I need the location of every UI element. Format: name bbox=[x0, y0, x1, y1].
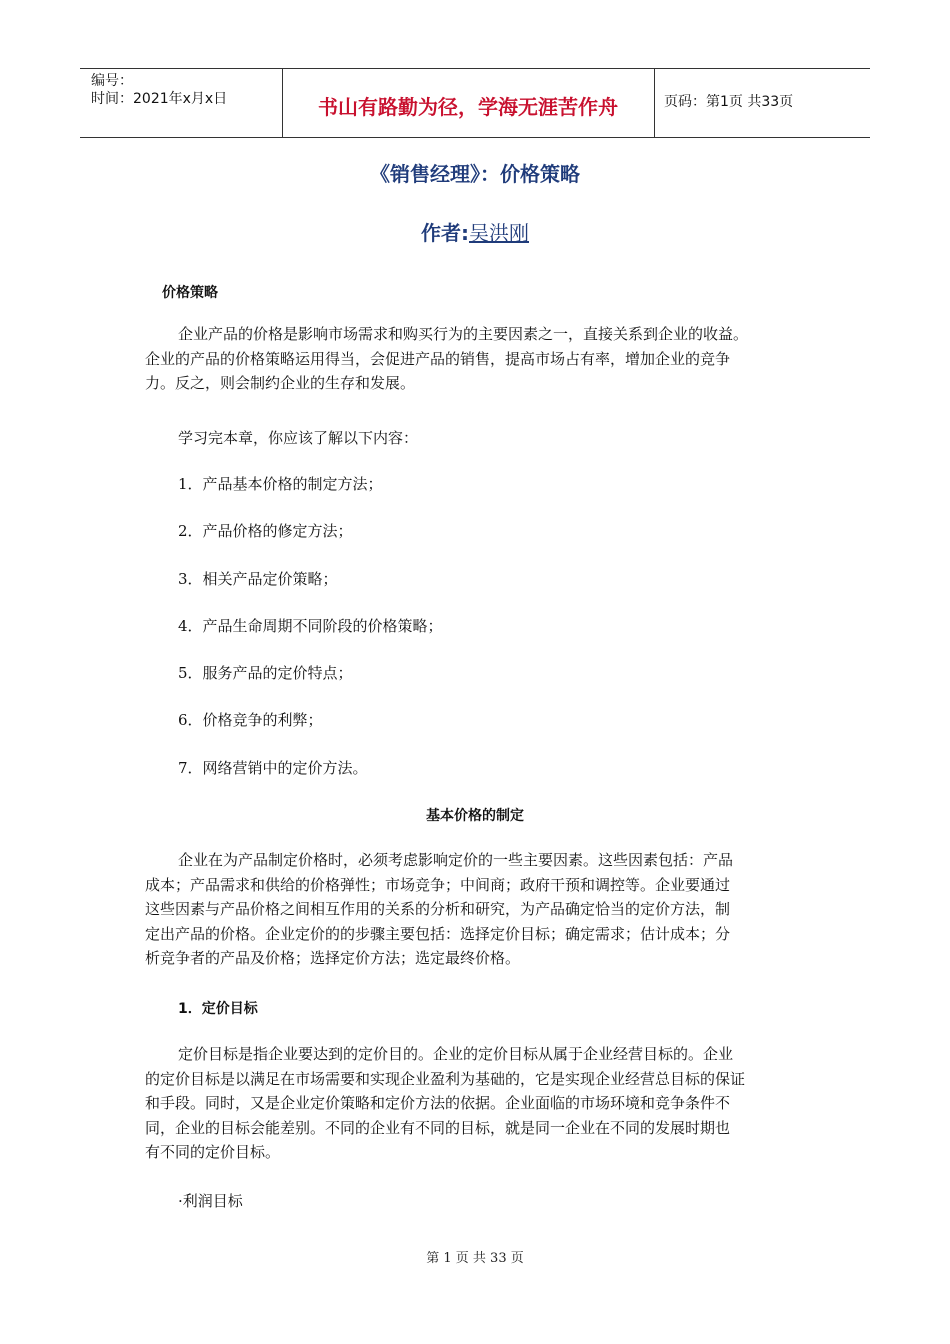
intro-line: 企业产品的价格是影响市场需求和购买行为的主要因素之一，直接关系到企业的收益。 bbox=[178, 325, 749, 343]
doc-id-label: 编号： bbox=[91, 73, 133, 89]
list-item: 1．产品基本价格的制定方法； bbox=[178, 475, 383, 493]
header-motto-cell bbox=[282, 69, 655, 137]
list-item: 3．相关产品定价策略； bbox=[178, 570, 338, 588]
basic-line: 定出产品的价格。企业定价的的步骤主要包括：选择定价目标；确定需求；估计成本；分 bbox=[145, 924, 731, 943]
header-motto: 书山有路勤为径，学海无涯苦作舟 bbox=[318, 95, 618, 119]
goal-line: 和手段。同时，又是企业定价策略和定价方法的依据。企业面临的市场环境和竞争条件不 bbox=[145, 1094, 731, 1113]
doc-time-label: 时间：2021年x月x日 bbox=[91, 91, 228, 107]
profit-goal-item: ·利润目标 bbox=[178, 1192, 243, 1210]
header-page-label: 页码：第1页 共33页 bbox=[664, 94, 794, 110]
author-prefix: 作者: bbox=[421, 221, 469, 245]
intro-line: 力。反之，则会制约企业的生存和发展。 bbox=[145, 374, 416, 393]
basic-price-paragraph bbox=[145, 848, 805, 971]
list-item: 7．网络营销中的定价方法。 bbox=[178, 759, 368, 777]
basic-line: 这些因素与产品价格之间相互作用的关系的分析和研究，为产品确定恰当的定价方法，制 bbox=[145, 900, 731, 919]
author-link[interactable]: 吴洪刚 bbox=[469, 221, 529, 245]
list-item: 6．价格竞争的利弊； bbox=[178, 711, 323, 729]
list-item: 5．服务产品的定价特点； bbox=[178, 664, 353, 682]
list-item: 4．产品生命周期不同阶段的价格策略； bbox=[178, 617, 443, 635]
goal-line: 有不同的定价目标。 bbox=[145, 1143, 281, 1162]
basic-line: 成本；产品需求和供给的价格弹性；市场竞争；中间商；政府干预和调控等。企业要通过 bbox=[145, 875, 731, 894]
basic-line: 企业在为产品制定价格时，必须考虑影响定价的一些主要因素。这些因素包括：产品 bbox=[178, 851, 734, 869]
basic-line: 析竞争者的产品及价格；选择定价方法；选定最终价格。 bbox=[145, 949, 521, 968]
list-item: 2．产品价格的修定方法； bbox=[178, 522, 353, 540]
pricing-goal-paragraph bbox=[145, 1042, 805, 1165]
goal-line: 的定价目标是以满足在市场需要和实现企业盈利为基础的，它是实现企业经营总目标的保证 bbox=[145, 1069, 746, 1088]
section-heading-pricing: 价格策略 bbox=[162, 285, 218, 301]
intro-line: 企业的产品的价格策略运用得当，会促进产品的销售，提高市场占有率，增加企业的竞争 bbox=[145, 349, 731, 368]
page-footer: 第 1 页 共 33 页 bbox=[426, 1251, 524, 1266]
intro-paragraph bbox=[145, 322, 805, 396]
header-page-cell bbox=[655, 69, 870, 137]
section-heading-pricing-goal: 1．定价目标 bbox=[178, 1001, 258, 1017]
goal-line: 同，企业的目标会能差别。不同的企业有不同的目标，就是同一企业在不同的发展时期也 bbox=[145, 1118, 731, 1137]
document-header bbox=[80, 68, 870, 138]
header-meta-cell bbox=[80, 69, 283, 137]
learn-intro: 学习完本章，你应该了解以下内容： bbox=[178, 429, 419, 447]
document-title: 《销售经理》：价格策略 bbox=[370, 162, 580, 186]
section-heading-basic-price: 基本价格的制定 bbox=[426, 808, 524, 824]
author-line bbox=[0, 217, 950, 246]
goal-line: 定价目标是指企业要达到的定价目的。企业的定价目标从属于企业经营目标的。企业 bbox=[178, 1045, 734, 1063]
